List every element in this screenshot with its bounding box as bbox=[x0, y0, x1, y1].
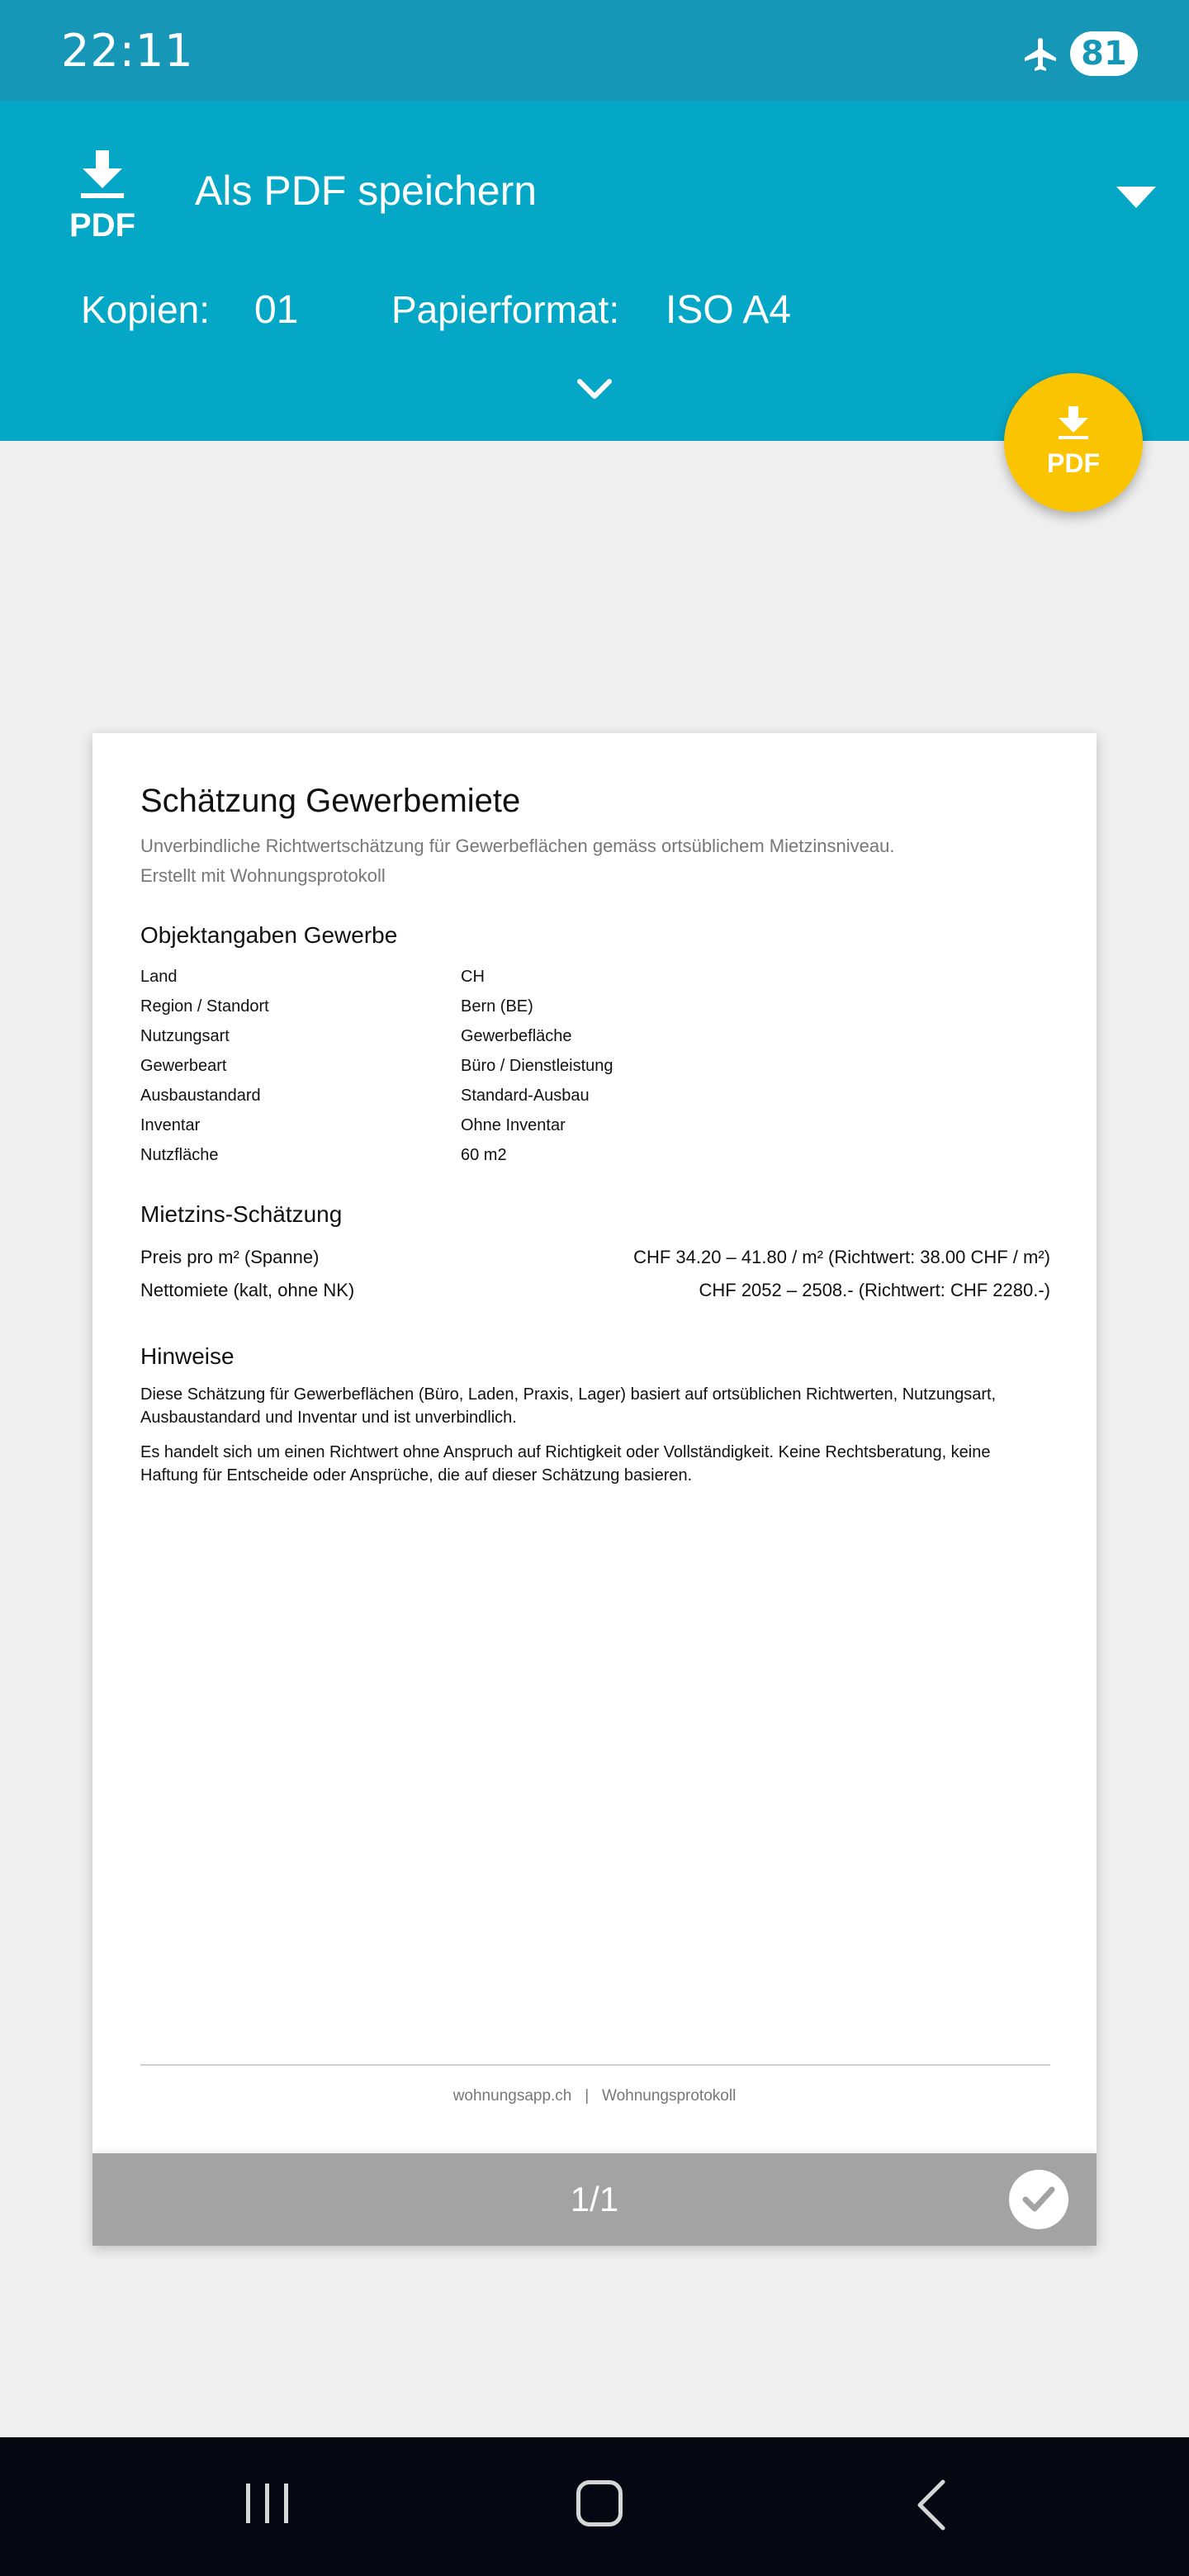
system-nav-bar bbox=[0, 2437, 1189, 2576]
page-selector-bar bbox=[92, 2153, 1097, 2246]
object-row: Ausbaustandard Standard-Ausbau bbox=[140, 1087, 590, 1105]
clock: 22:11 bbox=[61, 25, 194, 77]
note-paragraph: Diese Schätzung für Gewerbeflächen (Büro, Laden, Praxis, Lager) basiert auf ortsüblichen Richtwerten, Nutzungsart, Ausbaustandard und Inventar und ist unverbindlich. bbox=[140, 1385, 997, 1427]
dropdown-arrow-icon[interactable] bbox=[1116, 187, 1156, 208]
footer-divider bbox=[140, 2064, 1050, 2066]
back-icon[interactable] bbox=[913, 2479, 950, 2531]
document-footer: wohnungsapp.ch | Wohnungsprotokoll bbox=[452, 2087, 737, 2105]
rent-section-title: Mietzins-Schätzung bbox=[140, 1201, 343, 1227]
fab-label: PDF bbox=[1047, 448, 1100, 477]
document-preview-page[interactable] bbox=[92, 733, 1097, 2153]
rent-row: Preis pro m² (Spanne) CHF 34.20 – 41.80 / m² (Richtwert: 38.00 CHF / m²) bbox=[140, 1247, 1050, 1267]
battery-indicator: 81 bbox=[1070, 31, 1138, 76]
object-section-title: Objektangaben Gewerbe bbox=[140, 922, 398, 948]
pdf-download-icon bbox=[64, 150, 140, 241]
pdf-icon-label: PDF bbox=[69, 207, 135, 241]
object-row: Nutzfläche 60 m2 bbox=[140, 1146, 507, 1164]
document-title: Schätzung Gewerbemiete bbox=[140, 783, 521, 819]
page-select-checkbox[interactable] bbox=[1009, 2170, 1068, 2229]
page-number: 1/1 bbox=[570, 2180, 619, 2218]
pdf-download-icon bbox=[1042, 406, 1105, 477]
object-row: Land CH bbox=[140, 968, 485, 986]
print-header bbox=[0, 101, 1189, 441]
status-bar bbox=[0, 0, 1189, 101]
chevron-down-icon[interactable] bbox=[575, 376, 614, 403]
notes-section-title: Hinweise bbox=[140, 1343, 234, 1369]
copies-value[interactable]: 01 bbox=[254, 288, 299, 332]
rent-row: Nettomiete (kalt, ohne NK) CHF 2052 – 2508.- (Richtwert: CHF 2280.-) bbox=[140, 1280, 1050, 1300]
object-row: Nutzungsart Gewerbefläche bbox=[140, 1027, 572, 1045]
home-icon[interactable] bbox=[576, 2480, 623, 2526]
recent-apps-icon[interactable] bbox=[241, 2480, 294, 2526]
paper-size-value[interactable]: ISO A4 bbox=[666, 288, 792, 332]
printer-select[interactable]: Als PDF speichern bbox=[195, 168, 538, 214]
copies-label: Kopien: bbox=[81, 288, 211, 331]
document-credit: Erstellt mit Wohnungsprotokoll bbox=[140, 865, 386, 886]
object-row: Inventar Ohne Inventar bbox=[140, 1116, 566, 1134]
note-paragraph: Es handelt sich um einen Richtwert ohne Anspruch auf Richtigkeit oder Vollständigkeit. Keine Rechtsberatung, keine Haftung für Entscheide oder Ansprüche, die auf dieser Schätzung basieren. bbox=[140, 1443, 991, 1485]
object-row: Gewerbeart Büro / Dienstleistung bbox=[140, 1057, 613, 1075]
check-icon bbox=[1021, 2181, 1057, 2218]
paper-size-label: Papierformat: bbox=[391, 288, 620, 331]
download-pdf-button[interactable] bbox=[1004, 373, 1143, 512]
document-subtitle: Unverbindliche Richtwertschätzung für Gewerbeflächen gemäss ortsüblichem Mietzinsniveau. bbox=[140, 836, 895, 856]
object-row: Region / Standort Bern (BE) bbox=[140, 997, 533, 1016]
airplane-icon bbox=[1021, 35, 1060, 74]
